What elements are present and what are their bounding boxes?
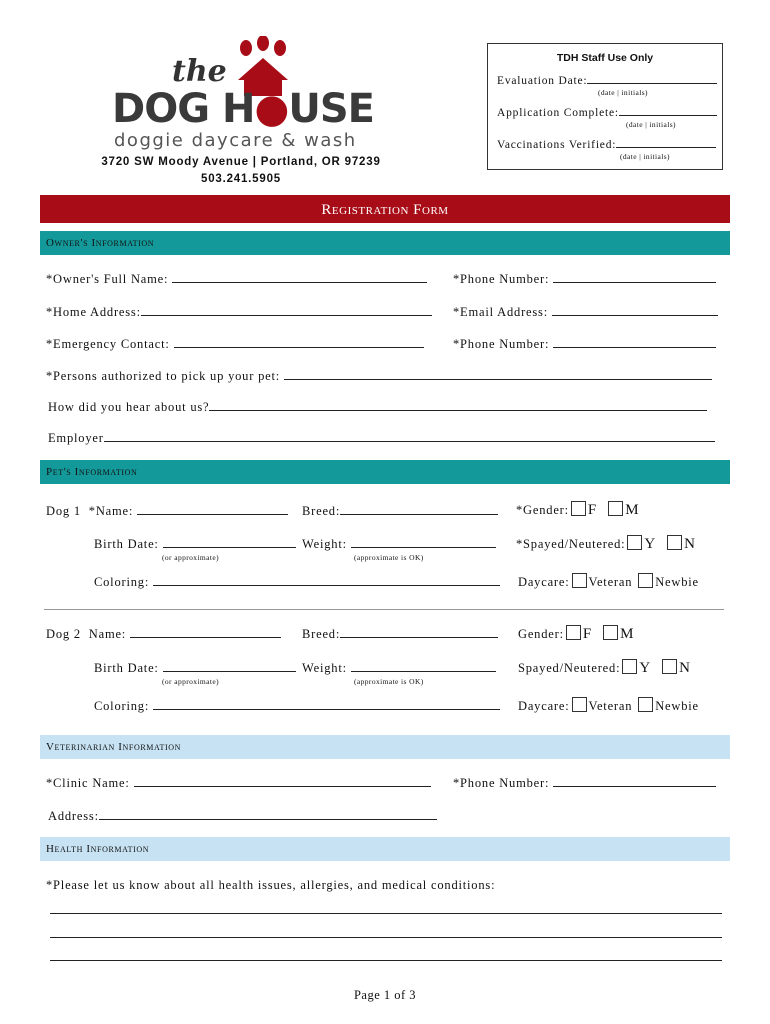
dog1-gender-field	[516, 501, 639, 519]
dog1-birth-line[interactable]	[163, 536, 296, 548]
authorized-persons-field[interactable]	[46, 368, 712, 384]
owner-section-header	[40, 231, 730, 255]
dog1-weight-hint: (approximate is OK)	[354, 553, 424, 562]
dog2-spayed-y: Y	[639, 660, 651, 676]
staff-row-evaluation[interactable]	[497, 72, 717, 87]
dog1-weight-field[interactable]	[302, 536, 496, 552]
dog2-name-label: Name:	[88, 627, 127, 641]
dog1-veteran: Veteran	[588, 575, 633, 589]
logo-o-paw: ●	[254, 86, 289, 132]
dog1-gender-f-checkbox[interactable]	[571, 501, 586, 516]
owner-phone-field[interactable]	[453, 271, 716, 287]
dog2-birth-field[interactable]	[94, 660, 296, 676]
dog2-breed-field[interactable]	[302, 626, 498, 642]
evaluation-hint: (date | initials)	[598, 88, 648, 97]
dog1-coloring-field[interactable]	[94, 574, 500, 590]
dog1-breed-line[interactable]	[340, 503, 498, 515]
referral-field[interactable]	[48, 399, 707, 415]
vet-phone-label: *Phone Number:	[453, 776, 550, 790]
page-number: Page 1 of 3	[353, 988, 417, 1002]
employer-line[interactable]	[104, 430, 715, 442]
dog1-gender-label: *Gender:	[516, 503, 569, 517]
dog2-gender-label: Gender:	[518, 627, 564, 641]
referral-line[interactable]	[209, 399, 707, 411]
dog2-daycare-label: Daycare:	[518, 699, 570, 713]
dog2-spayed-label: Spayed/Neutered:	[518, 661, 621, 675]
vet-address-line[interactable]	[99, 808, 437, 820]
pet-section-header	[40, 460, 730, 484]
dog2-birth-label: Birth Date:	[94, 661, 159, 675]
dog2-birth-line[interactable]	[163, 660, 296, 672]
application-hint: (date | initials)	[626, 120, 676, 129]
logo-the: the	[172, 54, 227, 89]
employer-field[interactable]	[48, 430, 715, 446]
email-line[interactable]	[552, 304, 718, 316]
dog2-daycare-field	[518, 697, 699, 714]
dog2-weight-line[interactable]	[351, 660, 496, 672]
dog1-birth-field[interactable]	[94, 536, 296, 552]
referral-label: How did you hear about us?	[48, 400, 210, 414]
owner-full-name-field[interactable]	[46, 271, 427, 287]
dog1-breed-label: Breed:	[302, 504, 341, 518]
dog2-coloring-line[interactable]	[153, 698, 500, 710]
dog1-newbie: Newbie	[655, 575, 699, 589]
dog1-gender-m-checkbox[interactable]	[608, 501, 623, 516]
vet-phone-line[interactable]	[553, 775, 716, 787]
form-title-banner	[40, 195, 730, 223]
dog2-gender-f-checkbox[interactable]	[566, 625, 581, 640]
business-phone: 503.241.5905	[201, 173, 281, 185]
dog2-breed-line[interactable]	[340, 626, 498, 638]
dog2-newbie-checkbox[interactable]	[638, 697, 653, 712]
dog1-coloring-line[interactable]	[153, 574, 500, 586]
home-address-field[interactable]	[46, 304, 432, 320]
application-label: Application Complete:	[497, 107, 619, 119]
dog2-gender-m-checkbox[interactable]	[603, 625, 618, 640]
emergency-phone-label: *Phone Number:	[453, 337, 550, 351]
emergency-contact-line[interactable]	[174, 336, 424, 348]
dog1-veteran-checkbox[interactable]	[572, 573, 587, 588]
owner-full-name-line[interactable]	[172, 271, 427, 283]
dog2-name-field[interactable]	[46, 626, 281, 642]
dog2-coloring-field[interactable]	[94, 698, 500, 714]
email-field[interactable]	[453, 304, 718, 320]
dog2-breed-label: Breed:	[302, 627, 341, 641]
dog-divider	[44, 609, 724, 610]
authorized-persons-label: *Persons authorized to pick up your pet:	[46, 369, 281, 383]
dog1-birth-hint: (or approximate)	[162, 553, 220, 562]
logo-tagline: doggie daycare & wash	[114, 130, 357, 151]
vaccinations-label: Vaccinations Verified:	[497, 139, 617, 151]
emergency-phone-line[interactable]	[553, 336, 716, 348]
clinic-name-line[interactable]	[134, 775, 431, 787]
dog2-spayed-field	[518, 659, 691, 677]
dog1-weight-label: Weight:	[302, 537, 347, 551]
dog1-weight-line[interactable]	[351, 536, 496, 548]
dog1-label: Dog 1	[46, 504, 81, 518]
dog1-birth-label: Birth Date:	[94, 537, 159, 551]
dog1-spayed-label: *Spayed/Neutered:	[516, 537, 626, 551]
authorized-persons-line[interactable]	[284, 368, 712, 380]
owner-section-title: Owner's Information	[46, 237, 155, 249]
dog1-name-line[interactable]	[137, 503, 288, 515]
logo	[110, 36, 374, 151]
staff-row-vaccinations[interactable]	[497, 136, 716, 151]
clinic-name-field[interactable]	[46, 775, 431, 791]
logo-name	[112, 86, 374, 132]
dog2-weight-field[interactable]	[302, 660, 496, 676]
dog2-veteran: Veteran	[588, 699, 633, 713]
owner-phone-label: *Phone Number:	[453, 272, 550, 286]
dog2-gender-f: F	[582, 626, 593, 642]
dog2-spayed-n: N	[679, 660, 691, 676]
health-prompt: *Please let us know about all health issues, allergies, and medical conditions:	[46, 878, 496, 892]
health-line-2[interactable]	[50, 937, 722, 938]
business-address: 3720 SW Moody Avenue | Portland, OR 97239	[101, 156, 381, 168]
vet-phone-field[interactable]	[453, 775, 716, 791]
evaluation-label: Evaluation Date:	[497, 75, 588, 87]
owner-full-name-label: *Owner's Full Name:	[46, 272, 169, 286]
dog2-newbie: Newbie	[655, 699, 699, 713]
application-line[interactable]	[619, 104, 717, 116]
dog1-newbie-checkbox[interactable]	[638, 573, 653, 588]
vet-address-field[interactable]	[48, 808, 437, 824]
dog1-name-field[interactable]	[46, 503, 288, 519]
dog1-spayed-y: Y	[644, 536, 657, 552]
dog1-spayed-field	[516, 535, 696, 553]
home-address-line[interactable]	[141, 304, 432, 316]
vet-section-title: Veterinarian Information	[46, 741, 181, 753]
dog1-coloring-label: Coloring:	[94, 575, 150, 589]
dog2-weight-label: Weight:	[302, 661, 347, 675]
health-line-3[interactable]	[50, 960, 722, 961]
form-title: Registration Form	[321, 202, 449, 218]
owner-phone-line[interactable]	[553, 271, 716, 283]
dog1-spayed-n-checkbox[interactable]	[667, 535, 682, 550]
employer-label: Employer	[48, 431, 104, 445]
staff-use-box	[487, 43, 723, 170]
vet-section-header	[40, 735, 730, 759]
staff-box-title: TDH Staff Use Only	[556, 52, 654, 64]
dog1-spayed-n: N	[684, 536, 696, 552]
vaccinations-line[interactable]	[616, 136, 716, 148]
vet-address-label: Address:	[48, 809, 99, 823]
home-address-label: *Home Address:	[46, 305, 141, 319]
staff-row-application[interactable]	[497, 104, 717, 119]
health-section-title: Health Information	[46, 843, 150, 855]
logo-name-part1: DOG H	[112, 86, 255, 132]
clinic-name-label: *Clinic Name:	[46, 776, 130, 790]
dog2-label: Dog 2	[46, 627, 81, 641]
dog1-gender-m: M	[625, 502, 640, 518]
emergency-contact-field[interactable]	[46, 336, 424, 352]
email-label: *Email Address:	[453, 305, 548, 319]
dog1-name-label: *Name:	[88, 504, 134, 518]
health-line-1[interactable]	[50, 913, 722, 914]
emergency-contact-label: *Emergency Contact:	[46, 337, 170, 351]
dog2-name-line[interactable]	[130, 626, 281, 638]
dog2-gender-field	[518, 625, 634, 643]
dog2-birth-hint: (or approximate)	[162, 677, 220, 686]
dog2-spayed-n-checkbox[interactable]	[662, 659, 677, 674]
dog1-breed-field[interactable]	[302, 503, 498, 519]
dog1-spayed-y-checkbox[interactable]	[627, 535, 642, 550]
vaccinations-hint: (date | initials)	[620, 152, 670, 161]
health-section-header	[40, 837, 730, 861]
logo-name-part2: USE	[288, 86, 374, 132]
dog1-daycare-field	[518, 573, 699, 590]
dog1-gender-f: F	[587, 502, 598, 518]
dog2-gender-m: M	[620, 626, 635, 642]
emergency-phone-field[interactable]	[453, 336, 716, 352]
dog2-weight-hint: (approximate is OK)	[354, 677, 424, 686]
dog2-spayed-y-checkbox[interactable]	[622, 659, 637, 674]
dog2-veteran-checkbox[interactable]	[572, 697, 587, 712]
dog2-coloring-label: Coloring:	[94, 699, 150, 713]
evaluation-line[interactable]	[587, 72, 717, 84]
dog1-daycare-label: Daycare:	[518, 575, 570, 589]
pet-section-title: Pet's Information	[46, 466, 138, 478]
